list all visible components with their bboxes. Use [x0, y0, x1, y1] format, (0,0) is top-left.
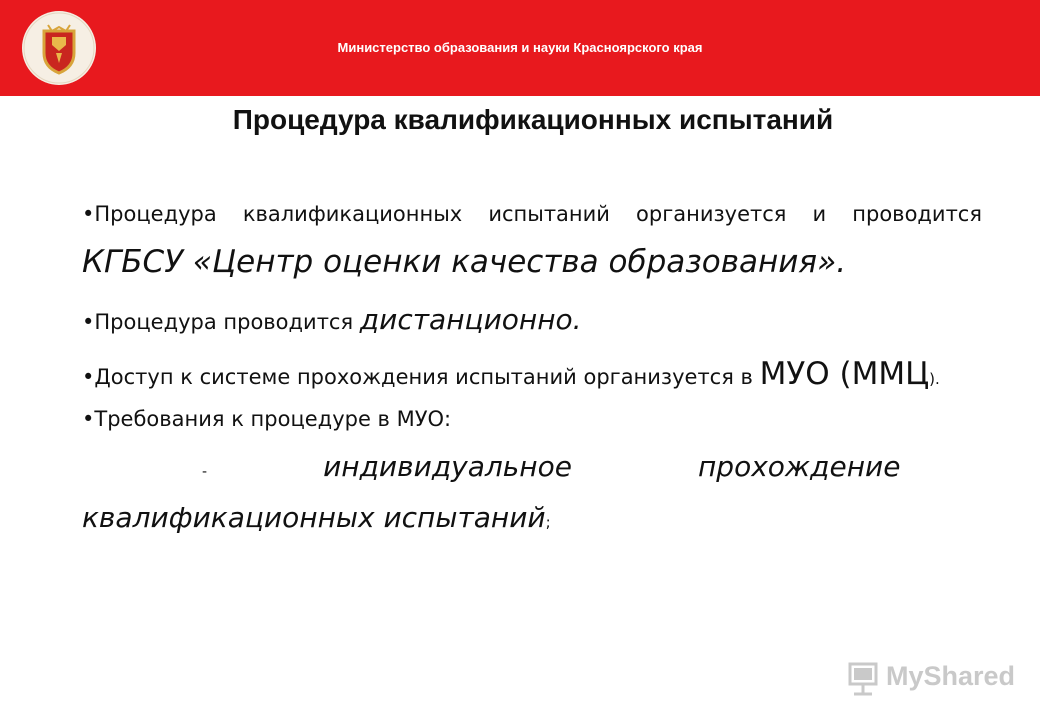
watermark-icon [846, 658, 882, 698]
bullet-text: •Требования к процедуре в МУО: [82, 407, 452, 431]
bullet-text: •Доступ к системе прохождения испытаний организуется в [82, 365, 760, 389]
bullet-text-end: ). [929, 370, 940, 388]
requirement-end: ; [545, 513, 551, 531]
watermark-text: MyShared [886, 661, 1016, 691]
bullet-emphasis: МУО (ММЦ [759, 356, 930, 392]
bullet-emphasis: дистанционно. [359, 303, 582, 336]
header-bar [0, 0, 1040, 96]
bullet-item-remote [82, 299, 982, 343]
bullet-item-organization [82, 190, 982, 289]
bullet-item-requirements [82, 404, 982, 434]
requirement-item [82, 444, 982, 545]
slide-body [82, 190, 982, 545]
bullet-text: •Процедура проводится [82, 310, 360, 334]
slide-title: Процедура квалификационных испытаний [232, 104, 834, 135]
bullet-item-access [82, 353, 982, 400]
requirement-text: прохождение [697, 450, 901, 483]
bullet-text: •Процедура квалификационных испытаний организуется и проводится [82, 202, 982, 226]
bullet-emphasis: КГБСУ «Центр оценки качества образования». [82, 244, 847, 280]
requirement-text: индивидуальное [323, 450, 572, 483]
dash-marker: - [202, 464, 208, 480]
requirement-text: квалификационных испытаний [82, 501, 546, 534]
watermark [846, 656, 1016, 700]
ministry-title: Министерство образования и науки Красноярского края [337, 40, 703, 55]
